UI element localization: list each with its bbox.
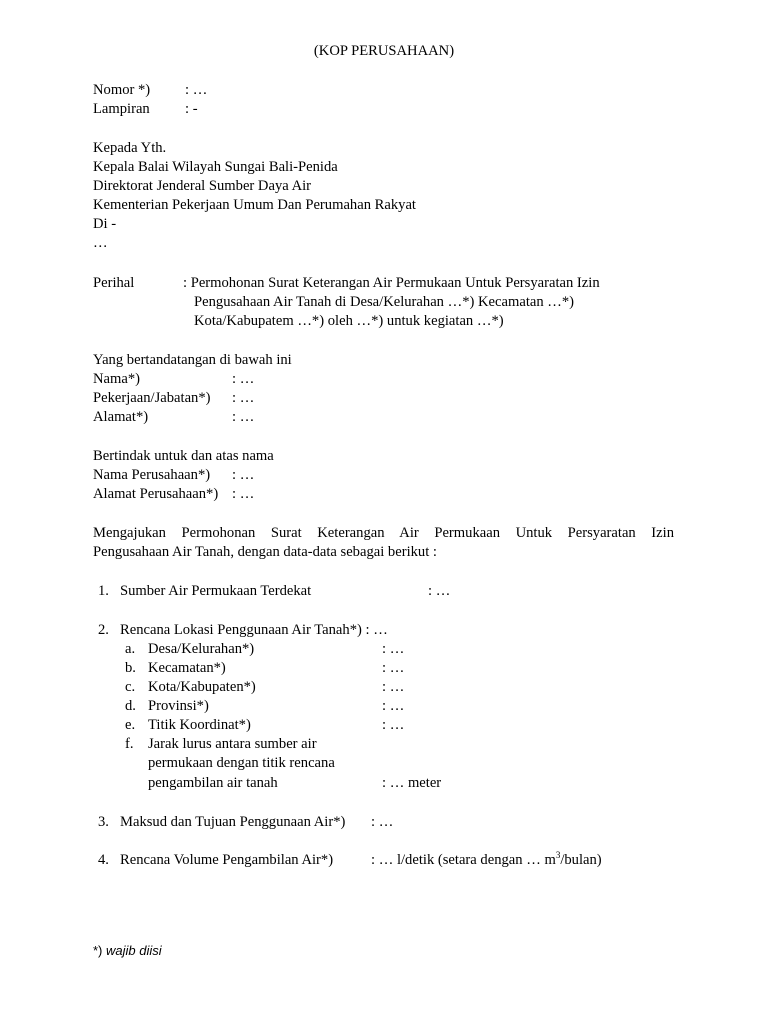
subitem-label: Desa/Kelurahan*)	[148, 641, 255, 657]
subitem-label: Provinsi*)	[148, 698, 209, 714]
signer-intro: Yang bertandatangan di bawah ini	[93, 352, 292, 368]
recipient-line: Kementerian Pekerjaan Umum Dan Perumahan Rakyat	[93, 197, 416, 213]
lampiran-label: Lampiran	[93, 101, 150, 117]
subitem-letter: f.	[125, 736, 134, 752]
footnote-mark: *)	[93, 943, 103, 958]
lampiran-value: : -	[185, 101, 198, 117]
footnote	[93, 943, 162, 958]
subitem-value: : … meter	[382, 775, 442, 791]
subitem-value: : …	[382, 641, 405, 657]
recipient-greeting: Kepada Yth.	[93, 140, 167, 156]
nomor-label: Nomor *)	[93, 82, 151, 98]
item-number: 1.	[98, 583, 109, 599]
item-label: Rencana Lokasi Penggunaan Air Tanah*) : …	[120, 622, 388, 638]
company-name-value: : …	[232, 467, 255, 483]
recipient-line: Kepala Balai Wilayah Sungai Bali-Penida	[93, 159, 338, 175]
nomor-value: : …	[185, 82, 208, 98]
volume-unit: /bulan)	[560, 852, 602, 868]
item-value: : …	[428, 583, 451, 599]
company-name-label: Nama Perusahaan*)	[93, 467, 211, 483]
signer-address-label: Alamat*)	[93, 409, 149, 425]
item-number: 3.	[98, 814, 109, 830]
cubic-superscript: 3	[555, 850, 561, 861]
subitem-letter: e.	[125, 717, 136, 733]
perihal-label: Perihal	[93, 275, 135, 291]
perihal-text: Kota/Kabupatem …*) oleh …*) untuk kegiatan …*)	[194, 313, 504, 329]
subitem-label: pengambilan air tanah	[148, 775, 278, 791]
subitem-value: : …	[382, 698, 405, 714]
item-value: : …	[371, 814, 394, 830]
item-label: Maksud dan Tujuan Penggunaan Air*)	[120, 814, 346, 830]
recipient-line: Direktorat Jenderal Sumber Daya Air	[93, 178, 312, 194]
item-number: 2.	[98, 622, 109, 638]
item-label: Rencana Volume Pengambilan Air*)	[120, 852, 334, 868]
subitem-label: Kecamatan*)	[148, 660, 226, 676]
recipient-line: …	[93, 235, 108, 251]
perihal-text: : Permohonan Surat Keterangan Air Permukaan Untuk Persyaratan Izin	[183, 275, 600, 291]
subitem-letter: d.	[125, 698, 136, 714]
footnote-text: wajib diisi	[102, 943, 162, 958]
signer-address-value: : …	[232, 409, 255, 425]
signer-name-value: : …	[232, 371, 255, 387]
request-paragraph-line: Mengajukan Permohonan Surat Keterangan Air Permukaan Untuk Persyaratan Izin	[93, 525, 674, 541]
volume-text: : … l/detik (setara dengan … m	[371, 852, 556, 868]
subitem-value: : …	[382, 660, 405, 676]
subitem-label: permukaan dengan titik rencana	[148, 755, 335, 771]
subitem-value: : …	[382, 679, 405, 695]
subitem-label: Titik Koordinat*)	[148, 717, 251, 733]
company-address-value: : …	[232, 486, 255, 502]
company-intro: Bertindak untuk dan atas nama	[93, 448, 274, 464]
item-value	[371, 852, 602, 869]
subitem-letter: a.	[125, 641, 136, 657]
signer-job-label: Pekerjaan/Jabatan*)	[93, 390, 211, 406]
item-number: 4.	[98, 852, 109, 868]
company-address-label: Alamat Perusahaan*)	[93, 486, 219, 502]
signer-name-label: Nama*)	[93, 371, 141, 387]
recipient-line: Di -	[93, 216, 117, 232]
subitem-letter: b.	[125, 660, 136, 676]
subitem-label: Kota/Kabupaten*)	[148, 679, 256, 695]
request-paragraph-line: Pengusahaan Air Tanah, dengan data-data sebagai berikut :	[93, 544, 437, 560]
subitem-letter: c.	[125, 679, 136, 695]
subitem-value: : …	[382, 717, 405, 733]
signer-job-value: : …	[232, 390, 255, 406]
perihal-text: Pengusahaan Air Tanah di Desa/Kelurahan …*) Kecamatan …*)	[194, 294, 575, 310]
subitem-label: Jarak lurus antara sumber air	[148, 736, 317, 752]
item-label: Sumber Air Permukaan Terdekat	[120, 583, 312, 599]
letterhead-placeholder: (KOP PERUSAHAAN)	[313, 43, 455, 59]
